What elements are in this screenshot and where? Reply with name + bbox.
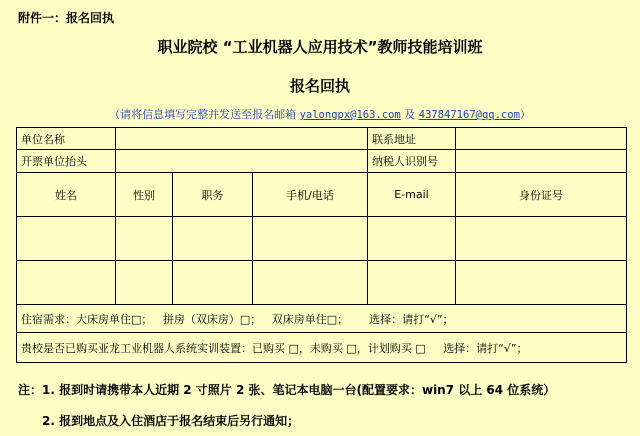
name-cell[interactable] <box>17 217 116 261</box>
name-cell[interactable] <box>17 261 116 305</box>
notice-joiner: 及 <box>400 108 419 121</box>
notice-suffix: ） <box>519 108 531 121</box>
column-header-id-number: 身份证号 <box>456 173 627 217</box>
phone-cell[interactable] <box>253 261 368 305</box>
accommodation-row <box>17 305 627 333</box>
attachment-label: 附件一：报名回执 <box>18 11 115 25</box>
column-header-name: 姓名 <box>17 173 116 217</box>
id-number-cell[interactable] <box>456 261 627 305</box>
contact-address-field[interactable] <box>456 128 627 150</box>
header-row <box>17 173 627 217</box>
tax-id-field[interactable] <box>456 150 627 173</box>
tax-id-label: 纳税人识别号 <box>368 150 456 173</box>
accommodation-options[interactable]: 住宿需求：大床房单住□； 拼房（双床房）□； 双床房单住□； 选择：请打“√”； <box>17 305 627 333</box>
notice-prefix: （请将信息填写完整并发送至报名邮箱 <box>109 108 300 121</box>
invoice-title-label: 开票单位抬头 <box>17 150 116 173</box>
unit-name-field[interactable] <box>116 128 368 150</box>
table-row <box>17 261 627 305</box>
email-link-163[interactable]: yalongpx@163.com <box>299 109 401 121</box>
gender-cell[interactable] <box>116 217 173 261</box>
unit-row <box>17 128 627 150</box>
contact-address-label: 联系地址 <box>368 128 456 150</box>
gender-cell[interactable] <box>116 261 173 305</box>
invoice-row <box>17 150 627 173</box>
table-row <box>17 217 627 261</box>
unit-name-label: 单位名称 <box>17 128 116 150</box>
purchase-row <box>17 333 627 363</box>
phone-cell[interactable] <box>253 217 368 261</box>
email-cell[interactable] <box>368 261 456 305</box>
invoice-title-field[interactable] <box>116 150 368 173</box>
note-item-2: 2. 报到地点及入住酒店于报名结束后另行通知； <box>42 414 300 428</box>
registration-form-table <box>16 127 627 363</box>
document-title: 职业院校 “工业机器人应用技术”教师技能培训班 <box>157 38 483 56</box>
column-header-email: E-mail <box>368 173 456 217</box>
submission-notice <box>0 106 640 122</box>
column-header-position: 职务 <box>173 173 253 217</box>
column-header-gender: 性别 <box>116 173 173 217</box>
document-subtitle: 报名回执 <box>289 77 350 95</box>
note-item-1: 注：1. 报到时请携带本人近期 2 寸照片 2 张、笔记本电脑一台(配置要求：win7 以上 64 位系统） <box>18 383 556 397</box>
email-cell[interactable] <box>368 217 456 261</box>
id-number-cell[interactable] <box>456 217 627 261</box>
position-cell[interactable] <box>173 217 253 261</box>
purchase-status-options[interactable]: 贵校是否已购买亚龙工业机器人系统实训装置：已购买 □，未购买 □，计划购买 □ 选择：请打“√”； <box>17 333 627 363</box>
position-cell[interactable] <box>173 261 253 305</box>
email-link-qq[interactable]: 437847167@qq.com <box>418 109 520 121</box>
column-header-phone: 手机/电话 <box>253 173 368 217</box>
